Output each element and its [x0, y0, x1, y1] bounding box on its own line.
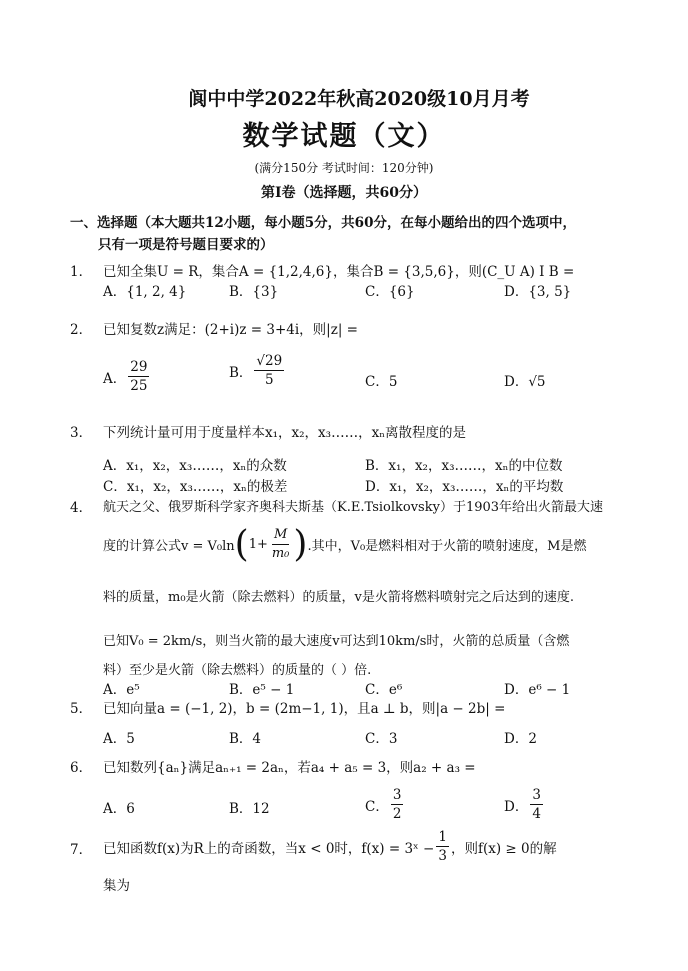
q1-option-d: D．{3, 5}	[504, 284, 572, 300]
q7-text-end: ，则f(x) ≥ 0的解	[450, 840, 557, 857]
q4-formula-fraction: $\frac{M}{\text{m₀}}$	[271, 527, 290, 561]
q2-option-a-label: A．	[103, 370, 127, 387]
q4-formula-end: .其中，V₀是燃料相对于火箭的喷射速度，M是燃	[307, 539, 587, 554]
q6-number: 6．	[70, 760, 93, 776]
q7-fraction: $\frac{1}{3}$	[438, 829, 447, 864]
exam-info: (满分150分 考试时间：120分钟)	[254, 161, 434, 175]
q1-text: 已知全集U = R，集合A = {1,2,4,6}，集合B = {3,5,6}，则(C_U A) I B =	[103, 264, 575, 280]
q4-line-5: 料）至少是火箭（除去燃料）的质量的（ ）倍.	[103, 663, 372, 678]
q2-option-a-fraction: $\frac{29}{25}$	[130, 359, 148, 394]
section-line-1: 一、选择题（本大题共12小题，每小题5分，共60分，在每小题给出的四个选项中，	[70, 215, 576, 231]
section-heading	[70, 212, 630, 256]
q7-number: 7．	[70, 842, 93, 858]
q4-paren-left: (	[234, 524, 249, 565]
q3-option-c: C．x₁，x₂，x₃……，xₙ的极差	[103, 479, 288, 495]
q1-number: 1．	[70, 264, 93, 280]
q3-option-b: B．x₁，x₂，x₃……，xₙ的中位数	[365, 458, 563, 474]
q6-option-d	[504, 786, 545, 823]
q7-line-2: 集为	[103, 878, 130, 894]
q2-number: 2．	[70, 322, 93, 338]
q4-one: 1+	[248, 537, 268, 552]
section-line-2: 只有一项是符号题目要求的）	[98, 237, 274, 253]
q3-text: 下列统计量可用于度量样本x₁，x₂，x₃……，xₙ离散程度的是	[103, 425, 467, 441]
q6-text: 已知数列{aₙ}满足aₙ₊₁ = 2aₙ，若a₄ + a₅ = 3，则a₂ + a₃ =	[103, 760, 476, 776]
q5-number: 5．	[70, 701, 93, 717]
exam-title: 阆中中学2022年秋高2020级10月月考	[188, 88, 530, 110]
q7-text-start: 已知函数f(x)为R上的奇函数，当x < 0时，f(x) = 3ˣ −	[103, 840, 435, 857]
q2-option-a	[103, 358, 151, 395]
q6-option-c-fraction: $\frac{3}{2}$	[392, 787, 402, 822]
q7-line-1	[103, 828, 557, 865]
q4-option-d: D．e⁶ − 1	[504, 682, 571, 698]
q4-line-1: 航天之父、俄罗斯科学家齐奥科夫斯基（K.E.Tsiolkovsky）于1903年给出火箭最大速	[103, 500, 604, 515]
subject-title: 数学试题（文）	[242, 121, 446, 152]
q2-option-b	[229, 352, 286, 389]
q3-number: 3．	[70, 425, 93, 441]
q4-option-b: B．e⁵ − 1	[229, 682, 295, 698]
q6-option-c-label: C．	[365, 798, 389, 815]
q2-option-d: D．√5	[504, 374, 546, 390]
q1-option-a: A．{1, 2, 4}	[103, 284, 187, 300]
q6-option-b: B．12	[229, 801, 270, 817]
q2-option-c: C．5	[365, 374, 398, 390]
q6-option-a: A．6	[103, 801, 135, 817]
q4-number: 4．	[70, 500, 93, 516]
q5-option-a: A．5	[103, 731, 135, 747]
q4-paren-right: )	[293, 524, 308, 565]
q6-option-c	[365, 786, 405, 823]
q1-option-b: B．{3}	[229, 284, 279, 300]
q4-option-a: A．e⁵	[103, 682, 140, 698]
q3-option-a: A．x₁，x₂，x₃……，xₙ的众数	[103, 458, 287, 474]
q4-line-3: 料的质量，m₀是火箭（除去燃料）的质量，v是火箭将燃料喷射完之后达到的速度.	[103, 590, 575, 605]
part-heading: 第Ⅰ卷（选择题，共60分）	[260, 185, 428, 201]
q5-option-c: C．3	[365, 731, 398, 747]
q5-option-d: D．2	[504, 731, 537, 747]
q5-option-b: B．4	[229, 731, 262, 747]
q4-option-c: C．e⁶	[365, 682, 403, 698]
q5-text: 已知向量a = (−1, 2)，b = (2m−1, 1)，且a ⊥ b，则|a − 2b| =	[103, 701, 506, 717]
q2-text: 已知复数z满足：(2+i)z = 3+4i，则|z| =	[103, 322, 358, 338]
q4-line-4: 已知V₀ = 2km/s，则当火箭的最大速度v可达到10km/s时，火箭的总质量（含燃	[103, 634, 570, 649]
q2-option-b-fraction: $\frac{√29}{5}$	[256, 353, 283, 388]
q6-option-d-fraction: $\frac{3}{4}$	[532, 787, 541, 822]
q4-line-2	[103, 524, 587, 565]
q4-formula-start: 度的计算公式v = V₀ln	[103, 539, 235, 554]
q6-option-d-label: D．	[504, 798, 529, 815]
q3-option-d: D．x₁，x₂，x₃……，xₙ的平均数	[365, 479, 564, 495]
q1-option-c: C．{6}	[365, 284, 415, 300]
q2-option-b-label: B．	[229, 364, 253, 381]
